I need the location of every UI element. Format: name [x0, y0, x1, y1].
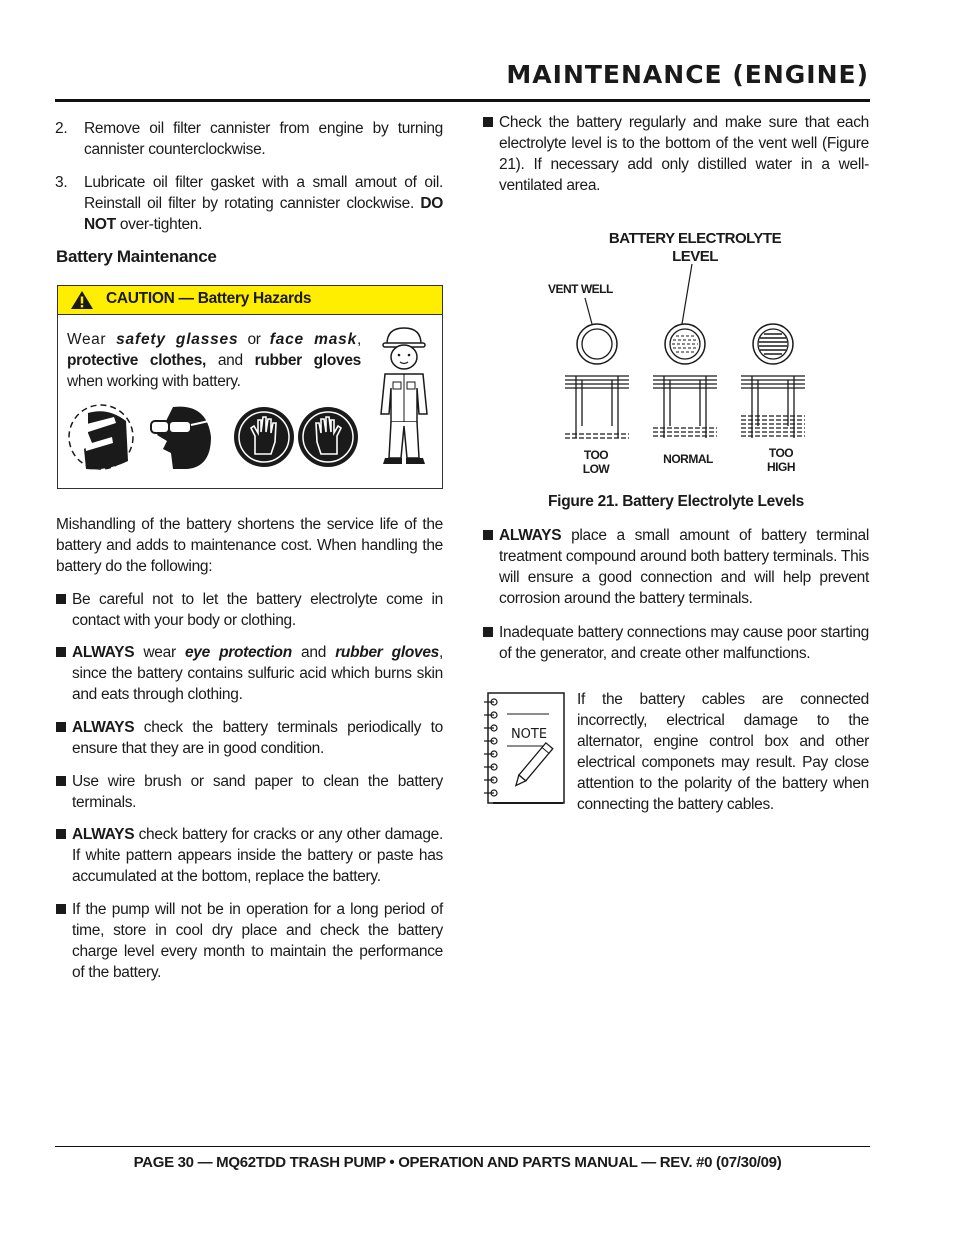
- too-low-label: [570, 448, 622, 476]
- bullet-text: wear: [134, 644, 185, 661]
- normal-label: NORMAL: [663, 452, 713, 466]
- step-emphasis: DO NOT: [84, 195, 443, 233]
- bullet-item: [56, 589, 443, 631]
- step-number: 3.: [55, 174, 68, 191]
- footer-divider: [55, 1146, 870, 1147]
- bullet-text: Check the battery regularly and make sure that each electrolyte level is to the bottom of the vent well (Figure 21). If necessary add only distilled water in a well-ventilated area.: [499, 114, 869, 194]
- bullet-emphasis: ALWAYS: [499, 527, 562, 544]
- step-text: Lubricate oil filter gasket with a small amout of oil. Reinstall oil filter by rotating cannister clockwise.: [84, 174, 443, 212]
- bullet-text: check the battery terminals periodically to ensure that they are in good condition.: [72, 719, 443, 757]
- bullet-item: [56, 771, 443, 813]
- bullet-ppe-gloves: rubber gloves: [335, 644, 439, 661]
- bullet-marker: [483, 117, 493, 127]
- too-high-label: [755, 446, 807, 474]
- bullet-marker: [56, 594, 66, 604]
- bullet-marker: [56, 722, 66, 732]
- caution-text: [67, 329, 361, 392]
- glove-icon: [297, 406, 359, 468]
- bullet-marker: [56, 776, 66, 786]
- caution-ppe-gloves: rubber gloves: [254, 352, 361, 369]
- bullet-emphasis: ALWAYS: [72, 826, 135, 843]
- bullet-text: place a small amount of battery terminal treatment compound around both battery terminals. This will ensure a good connection and will help prevent corrosion around the battery terminals.: [499, 527, 869, 607]
- bullet-emphasis: ALWAYS: [72, 644, 135, 661]
- worker-illustration: [371, 322, 437, 468]
- bullet-marker: [56, 829, 66, 839]
- bullet-item: [56, 899, 443, 983]
- caution-header: [58, 286, 442, 315]
- caution-word: ,: [357, 331, 362, 348]
- bullet-item: [56, 717, 443, 759]
- bullet-marker: [483, 627, 493, 637]
- caution-box: [57, 285, 443, 489]
- caution-title: CAUTION — Battery Hazards: [106, 290, 312, 307]
- caution-ppe-clothes: protective clothes,: [67, 352, 207, 369]
- note-text: If the battery cables are connected incorrectly, electrical damage to the alternator, engine control box and other electrical componets may result. Pay close attention to the polarity of the battery when connecting the battery cables.: [577, 691, 869, 813]
- bullet-text: Inadequate battery connections may cause poor starting of the generator, and create other malfunctions.: [499, 624, 869, 662]
- battery-level-figure: [540, 228, 850, 478]
- step-text-end: over-tighten.: [115, 216, 203, 233]
- notepad-icon: [481, 690, 567, 806]
- warning-icon: [70, 290, 94, 310]
- bullet-marker: [56, 647, 66, 657]
- bullet-item: [483, 622, 869, 664]
- note-label: NOTE: [510, 727, 548, 742]
- bullet-item: [56, 642, 443, 705]
- vent-well-label: VENT WELL: [548, 282, 613, 296]
- page-footer: PAGE 30 — MQ62TDD TRASH PUMP • OPERATION AND PARTS MANUAL — REV. #0 (07/30/09): [133, 1154, 782, 1171]
- step-text: Remove oil filter cannister from engine by turning cannister counterclockwise.: [84, 120, 443, 158]
- bullet-text: , since the battery contains sulfuric acid which burns skin and eats through clothing.: [72, 644, 443, 703]
- bullet-item: [56, 824, 443, 887]
- bullet-emphasis: ALWAYS: [72, 719, 135, 736]
- safety-glasses-icon: [147, 403, 213, 471]
- step-2: [55, 118, 443, 160]
- note-icon: [481, 690, 567, 806]
- too-high-label-line1: TOO: [768, 446, 794, 460]
- bullet-text: and: [291, 644, 336, 661]
- caution-ppe-mask: face mask: [269, 331, 357, 348]
- caution-ppe-glasses: safety glasses: [116, 331, 239, 348]
- too-low-label-line1: TOO: [583, 448, 609, 462]
- header-divider: [55, 99, 870, 102]
- bullet-marker: [483, 530, 493, 540]
- glove-icon: [233, 406, 295, 468]
- too-low-label-line2: LOW: [582, 462, 610, 476]
- caution-word: when working with battery.: [67, 373, 241, 390]
- bullet-marker: [56, 904, 66, 914]
- face-shield-icon: [68, 403, 134, 471]
- section-heading: Battery Maintenance: [56, 247, 217, 266]
- page-title: MAINTENANCE (ENGINE): [506, 60, 869, 89]
- bullet-text: Use wire brush or sand paper to clean the battery terminals.: [72, 773, 443, 811]
- electrolyte-level-diagram: [540, 228, 850, 478]
- too-high-label-line2: HIGH: [767, 460, 795, 474]
- bullet-ppe-eye: eye protection: [184, 644, 292, 661]
- intro-paragraph: Mishandling of the battery shortens the service life of the battery and adds to maintenance cost. When handling the battery do the following:: [56, 516, 443, 575]
- caution-word: and: [206, 352, 255, 369]
- bullet-text: check battery for cracks or any other damage. If white pattern appears inside the battery or paste has accumulated at the bottom, replace the battery.: [72, 826, 443, 885]
- figure-title-line2: LEVEL: [672, 248, 718, 265]
- caution-word: Wear: [67, 331, 117, 348]
- bullet-text: If the pump will not be in operation for a long period of time, store in cool dry place and check the battery charge level every month to maintain the performance of the battery.: [72, 901, 443, 981]
- bullet-text: Be careful not to let the battery electrolyte come in contact with your body or clothing.: [72, 591, 443, 629]
- caution-word: or: [238, 331, 270, 348]
- bullet-item: [483, 112, 869, 196]
- figure-caption: Figure 21. Battery Electrolyte Levels: [548, 493, 804, 510]
- bullet-item: [483, 525, 869, 609]
- step-3: [55, 172, 443, 235]
- figure-title-line1: BATTERY ELECTROLYTE: [608, 230, 782, 247]
- step-number: 2.: [55, 120, 68, 137]
